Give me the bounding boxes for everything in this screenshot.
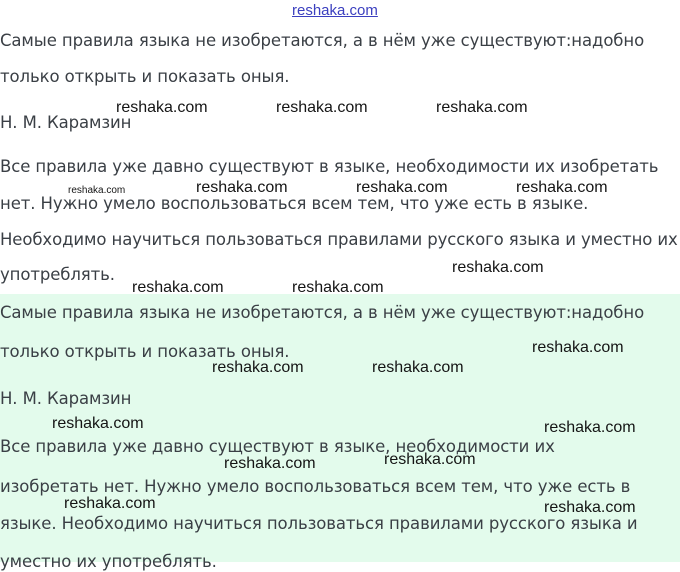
watermark: reshaka.com	[356, 179, 448, 196]
watermark: reshaka.com	[64, 495, 156, 512]
explanation-line-3: Необходимо научиться пользоваться правилами русского языка и уместно их	[0, 230, 678, 249]
explanation-line-1-repeat: Все правила уже давно существуют в языке, необходимости их	[0, 437, 555, 456]
watermark: reshaka.com	[292, 279, 384, 296]
quote-line-2: только открыть и показать оныя.	[0, 67, 290, 86]
watermark: reshaka.com	[452, 259, 544, 276]
watermark: reshaka.com	[516, 179, 608, 196]
watermark: reshaka.com	[196, 179, 288, 196]
explanation-line-4-repeat: уместно их употреблять.	[0, 552, 217, 571]
watermark: reshaka.com	[276, 99, 368, 116]
watermark: reshaka.com	[68, 185, 126, 196]
watermark: reshaka.com	[52, 415, 144, 432]
explanation-line-2-repeat: изобретать нет. Нужно умело воспользоваться всем тем, что уже есть в	[0, 477, 631, 496]
explanation-line-2: нет. Нужно умело воспользоваться всем тем, что уже есть в языке.	[0, 194, 589, 213]
watermark: reshaka.com	[544, 419, 636, 436]
watermark: reshaka.com	[224, 455, 316, 472]
watermark: reshaka.com	[212, 359, 304, 376]
explanation-line-3-repeat: языке. Необходимо научиться пользоваться правилами русского языка и	[0, 514, 638, 533]
watermark: reshaka.com	[116, 99, 208, 116]
watermark: reshaka.com	[544, 499, 636, 516]
quote-author: Н. М. Карамзин	[0, 113, 132, 132]
quote-line-2-repeat: только открыть и показать оныя.	[0, 342, 290, 361]
watermark: reshaka.com	[384, 451, 476, 468]
quote-line-1: Самые правила языка не изобретаются, а в нём уже существуют:надобно	[0, 31, 645, 50]
watermark: reshaka.com	[372, 359, 464, 376]
quote-author-repeat: Н. М. Карамзин	[0, 389, 132, 408]
quote-line-1-repeat: Самые правила языка не изобретаются, а в нём уже существуют:надобно	[0, 303, 645, 322]
watermark: reshaka.com	[436, 99, 528, 116]
watermark: reshaka.com	[132, 279, 224, 296]
explanation-line-1: Все правила уже давно существуют в языке, необходимости их изобретать	[0, 157, 659, 176]
site-watermark-link[interactable]: reshaka.com	[292, 2, 378, 19]
watermark: reshaka.com	[532, 339, 624, 356]
explanation-line-4: употреблять.	[0, 265, 115, 284]
